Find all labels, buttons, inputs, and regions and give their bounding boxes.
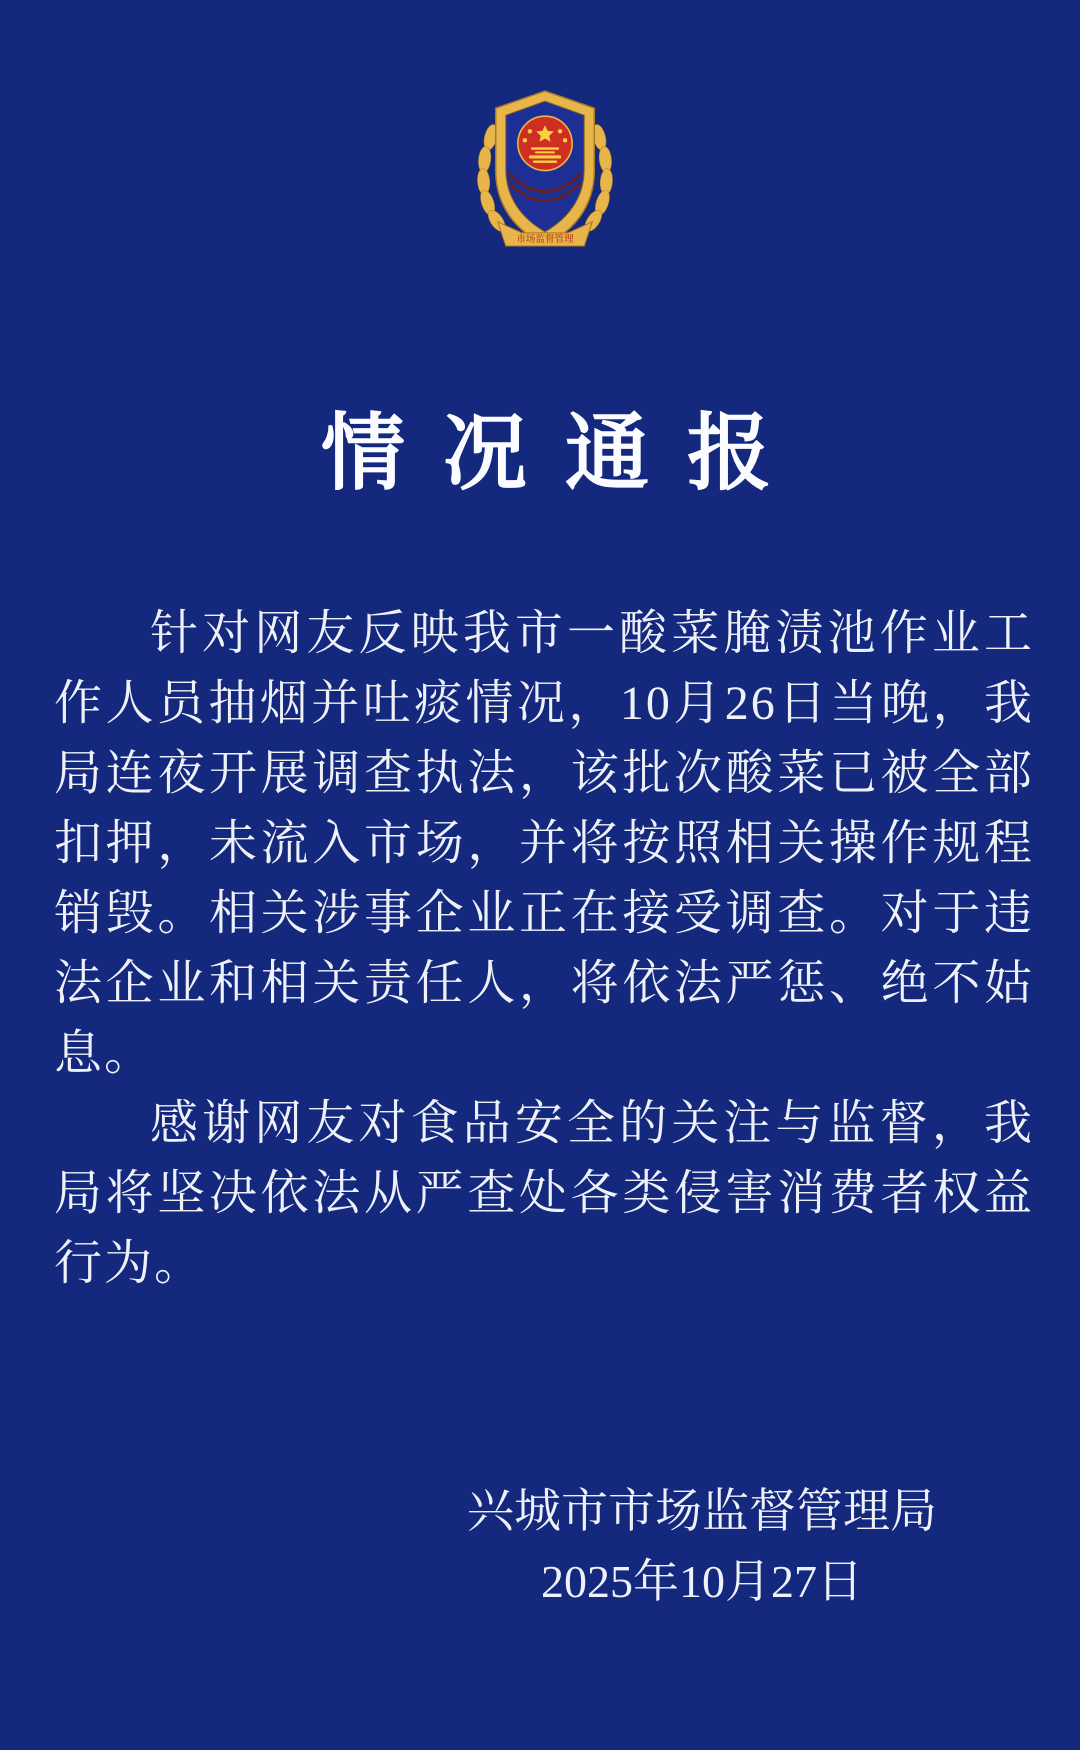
market-supervision-emblem-icon: [469, 85, 621, 251]
page-title: 情况通报: [320, 406, 809, 500]
signature-date: 2025年10月27日: [541, 1556, 863, 1607]
signature-block: [462, 1477, 942, 1617]
signature-agency: 兴城市市场监督管理局: [467, 1486, 937, 1538]
notice-paragraph: 感谢网友对食品安全的关注与监督，我局将坚决依法从严查处各类侵害消费者权益行为。: [54, 1097, 1034, 1290]
notice-paragraph: 针对网友反映我市一酸菜腌渍池作业工作人员抽烟并吐痰情况，10月26日当晚，我局连夜开展调查执法，该批次酸菜已被全部扣押，未流入市场，并将按照相关操作规程销毁。相关涉事企业正在接受调查。对于违法企业和相关责任人，将依法严惩、绝不姑息。: [54, 607, 1034, 1080]
emblem-ribbon-text: 市场监督管理: [516, 233, 574, 245]
emblem-container: [0, 0, 1080, 251]
notice-body: [0, 599, 1080, 1299]
